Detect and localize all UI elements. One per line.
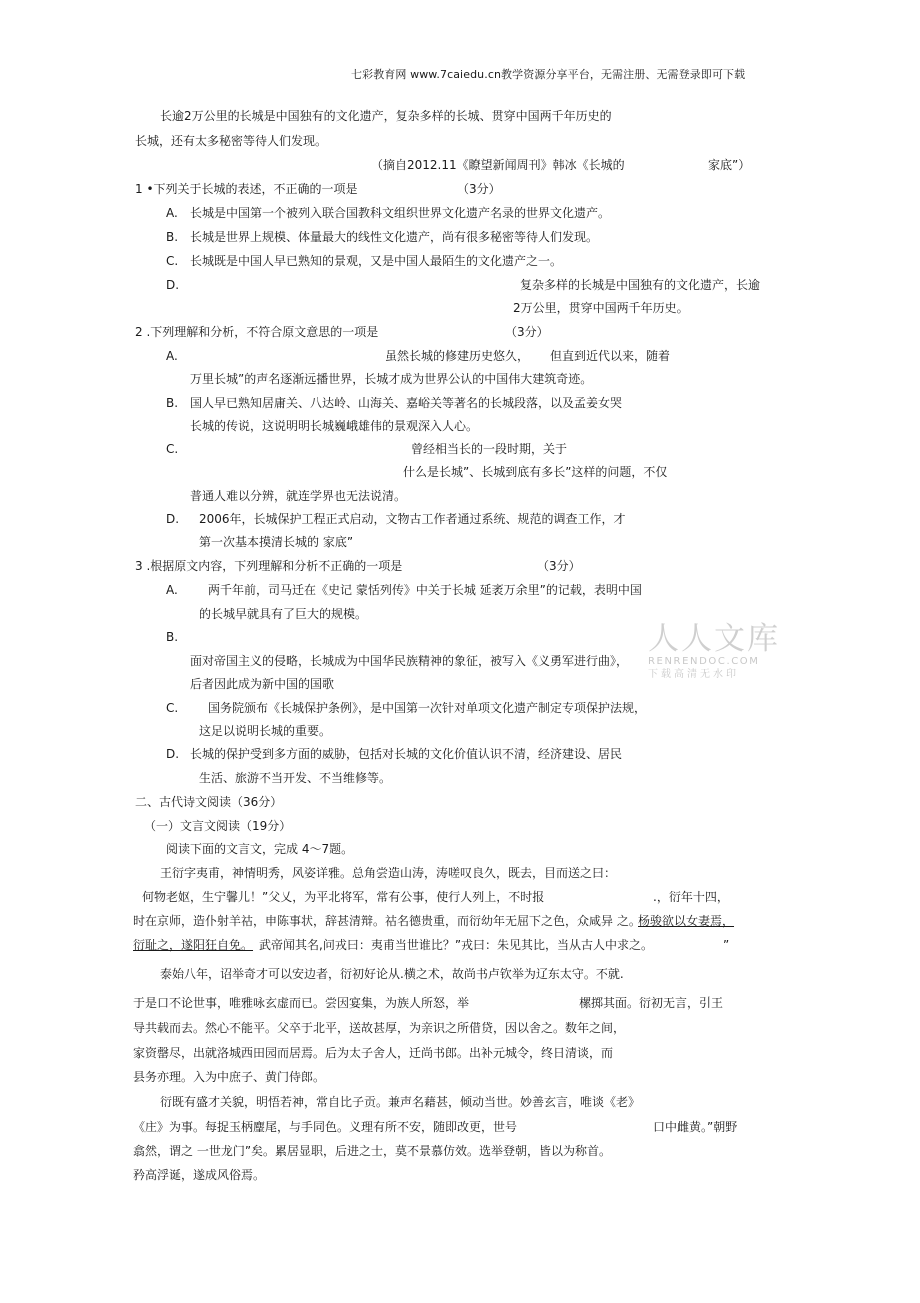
classical-line: 衍既有盛才关貌，明悟若神，常自比子贡。兼声名藉甚，倾动当世。妙善玄言，唯谈《老》: [160, 1095, 641, 1109]
question-3-option-c: 国务院颁布《长城保护条例》，是中国第一次针对单项文化遗产制定专项保护法规，: [208, 701, 647, 715]
question-2-option-c: 曾经相当长的一段时期，关于: [411, 442, 568, 456]
classical-line: 导共载而去。然心不能平。父卒于北平，送故甚厚，为亲识之所借贷，因以舍之。数年之间，: [133, 1021, 626, 1035]
question-1-option-a: 长城是中国第一个被列入联合国教科文组织世界文化遗产名录的世界文化遗产。: [190, 206, 611, 220]
passage-line: 长城，还有太多秘密等待人们发现。: [135, 134, 328, 148]
question-1-option-b: 长城是世界上规模、体量最大的线性文化遗产，尚有很多秘密等待人们发现。: [190, 230, 599, 244]
option-label: D.: [166, 278, 180, 292]
question-2-option-a-part2: 但直到近代以来，随着: [550, 349, 671, 363]
question-1-option-d-cont: 2万公里，贯穿中国两千年历史。: [513, 301, 689, 315]
question-3-option-d: 长城的保护受到多方面的威胁，包括对长城的文化价值认识不清，经济建设、居民: [190, 747, 623, 761]
classical-line: 县务亦理。入为中庶子、黄门侍郎。: [133, 1070, 326, 1084]
question-3-score: （3分）: [537, 559, 581, 573]
question-3-option-b-cont: 后者因此成为新中国的国歌: [190, 677, 335, 691]
passage-line: 长逾2万公里的长城是中国独有的文化遗产，复杂多样的长城、贯穿中国两千年历史的: [160, 109, 612, 123]
option-label: B.: [166, 630, 179, 644]
classical-line-end: 口中雌黄。”朝野: [653, 1120, 738, 1134]
question-2-score: （3分）: [505, 325, 549, 339]
question-2-option-c-cont2: 普通人难以分辨，就连学界也无法说清。: [190, 489, 407, 503]
classical-line: 于是口不论世事，唯雅咏玄虚而已。尝因宴集，为族人所怒，举: [133, 996, 470, 1010]
question-3-option-d-cont: 生活、旅游不当开发、不当维修等。: [199, 771, 392, 785]
question-3-stem: 3 .根据原文内容，下列理解和分析不正确的一项是: [135, 559, 403, 573]
question-3-option-a: 两千年前，司马迁在《史记 蒙恬列传》中关于长城 延袤万余里”的记载，表明中国: [208, 583, 642, 597]
page-header: 七彩教育网 www.7caiedu.cn教学资源分享平台，无需注册、无需登录即可下载: [351, 68, 746, 81]
watermark-url: RENRENDOC.COM: [648, 656, 760, 667]
section-title: 二、古代诗文阅读（36分）: [135, 795, 283, 809]
option-label: C.: [166, 254, 179, 268]
option-label: C.: [166, 701, 179, 715]
question-2-stem: 2 .下列理解和分析，不符合原文意思的一项是: [135, 325, 379, 339]
question-2-option-a: 虽然长城的修建历史悠久，: [385, 349, 530, 363]
question-3-option-b: 面对帝国主义的侵略，长城成为中国华民族精神的象征，被写入《义勇军进行曲》，: [190, 654, 629, 668]
classical-line-end: 樏掷其面。衍初无言，引王: [579, 996, 724, 1010]
classical-line: 王衍字夷甫，神情明秀，风姿详雅。总角尝造山涛，涛嗟叹良久，既去，目而送之曰：: [160, 866, 617, 880]
passage-source-end: 家底”）: [708, 158, 751, 172]
option-label: A.: [166, 583, 178, 597]
question-1-option-c: 长城既是中国人早已熟知的景观，又是中国人最陌生的文化遗产之一。: [190, 254, 563, 268]
question-1-stem: 1 •下列关于长城的表述，不正确的一项是: [135, 182, 358, 196]
watermark-brand: 人人文库: [648, 621, 780, 657]
option-label: D.: [166, 512, 180, 526]
option-label: B.: [166, 396, 179, 410]
classical-line: 翕然，谓之 一世龙门”矣。累居显职，后进之士，莫不景慕仿效。选举登朝，皆以为称首。: [133, 1144, 612, 1158]
option-label: A.: [166, 349, 178, 363]
classical-line: 家资罄尽，出就洛城西田园而居焉。后为太子舍人，迁尚书郎。出补元城令，终日清谈，而: [133, 1046, 614, 1060]
option-label: B.: [166, 230, 179, 244]
question-1-option-d: 复杂多样的长城是中国独有的文化遗产，长逾: [520, 278, 761, 292]
question-1-score: （3分）: [457, 182, 501, 196]
reading-instruction: 阅读下面的文言文，完成 4〜7题。: [166, 842, 354, 856]
question-2-option-d: 2006年，长城保护工程正式启动，文物古工作者通过系统、规范的调查工作，才: [199, 512, 626, 526]
classical-line: 《庄》为事。每捉玉柄麈尾，与手同色。义理有所不安，随即改更，世号: [133, 1120, 518, 1134]
question-2-option-c-cont: 什么是长城”、长城到底有多长”这样的问题，不仅: [403, 465, 668, 479]
question-3-option-c-cont: 这足以说明长城的重要。: [199, 724, 332, 738]
classical-quote-end: ”: [723, 938, 730, 952]
option-label: C.: [166, 442, 179, 456]
option-label: A.: [166, 206, 178, 220]
classical-line: 何物老妪，生宁馨儿！”父乂，为平北将军，常有公事，使行人列上，不时报: [142, 890, 545, 904]
question-2-option-b-cont: 长城的传说，这说明明长城巍峨雄伟的景观深入人心。: [190, 419, 479, 433]
question-2-option-a-cont: 万里长城”的声名逐渐远播世界，长城才成为世界公认的中国伟大建筑奇迹。: [190, 372, 593, 386]
watermark: [646, 621, 780, 685]
option-label: D.: [166, 747, 180, 761]
classical-line: 武帝闻其名,问戎曰：夷甫当世谁比？”戎曰：朱见其比，当从古人中求之。: [259, 938, 654, 952]
passage-source: （摘自2012.11《瞭望新闻周刊》韩冰《长城的: [371, 158, 625, 172]
classical-line-end: .，衍年十四，: [653, 890, 729, 904]
classical-line: 时在京师，造仆射羊祜，申陈事状，辞甚清辩。祜名德贵重，而衍幼年无屈下之色，众咸异 之。: [133, 914, 641, 928]
question-2-option-d-cont: 第一次基本摸清长城的 家底”: [199, 535, 354, 549]
subsection-title: （一）文言文阅读（19分）: [144, 819, 292, 833]
watermark-slogan: 下载高清无水印: [648, 669, 739, 680]
classical-line: 泰始八年，诏举奇才可以安边者，衍初好论从.横之术，故尚书卢钦举为辽东太守。不就.: [160, 967, 624, 981]
question-2-option-b: 国人早已熟知居庸关、八达岭、山海关、嘉峪关等著名的长城段落，以及孟姜女哭: [190, 396, 623, 410]
underlined-sentence-cont: 衍耻之，遂阳狂自免。: [133, 938, 254, 952]
question-3-option-a-cont: 的长城早就具有了巨大的规模。: [199, 607, 368, 621]
classical-line: 矜高浮诞，遂成风俗焉。: [133, 1168, 266, 1182]
underlined-sentence: 杨骏欲以女妻焉，: [638, 914, 735, 928]
